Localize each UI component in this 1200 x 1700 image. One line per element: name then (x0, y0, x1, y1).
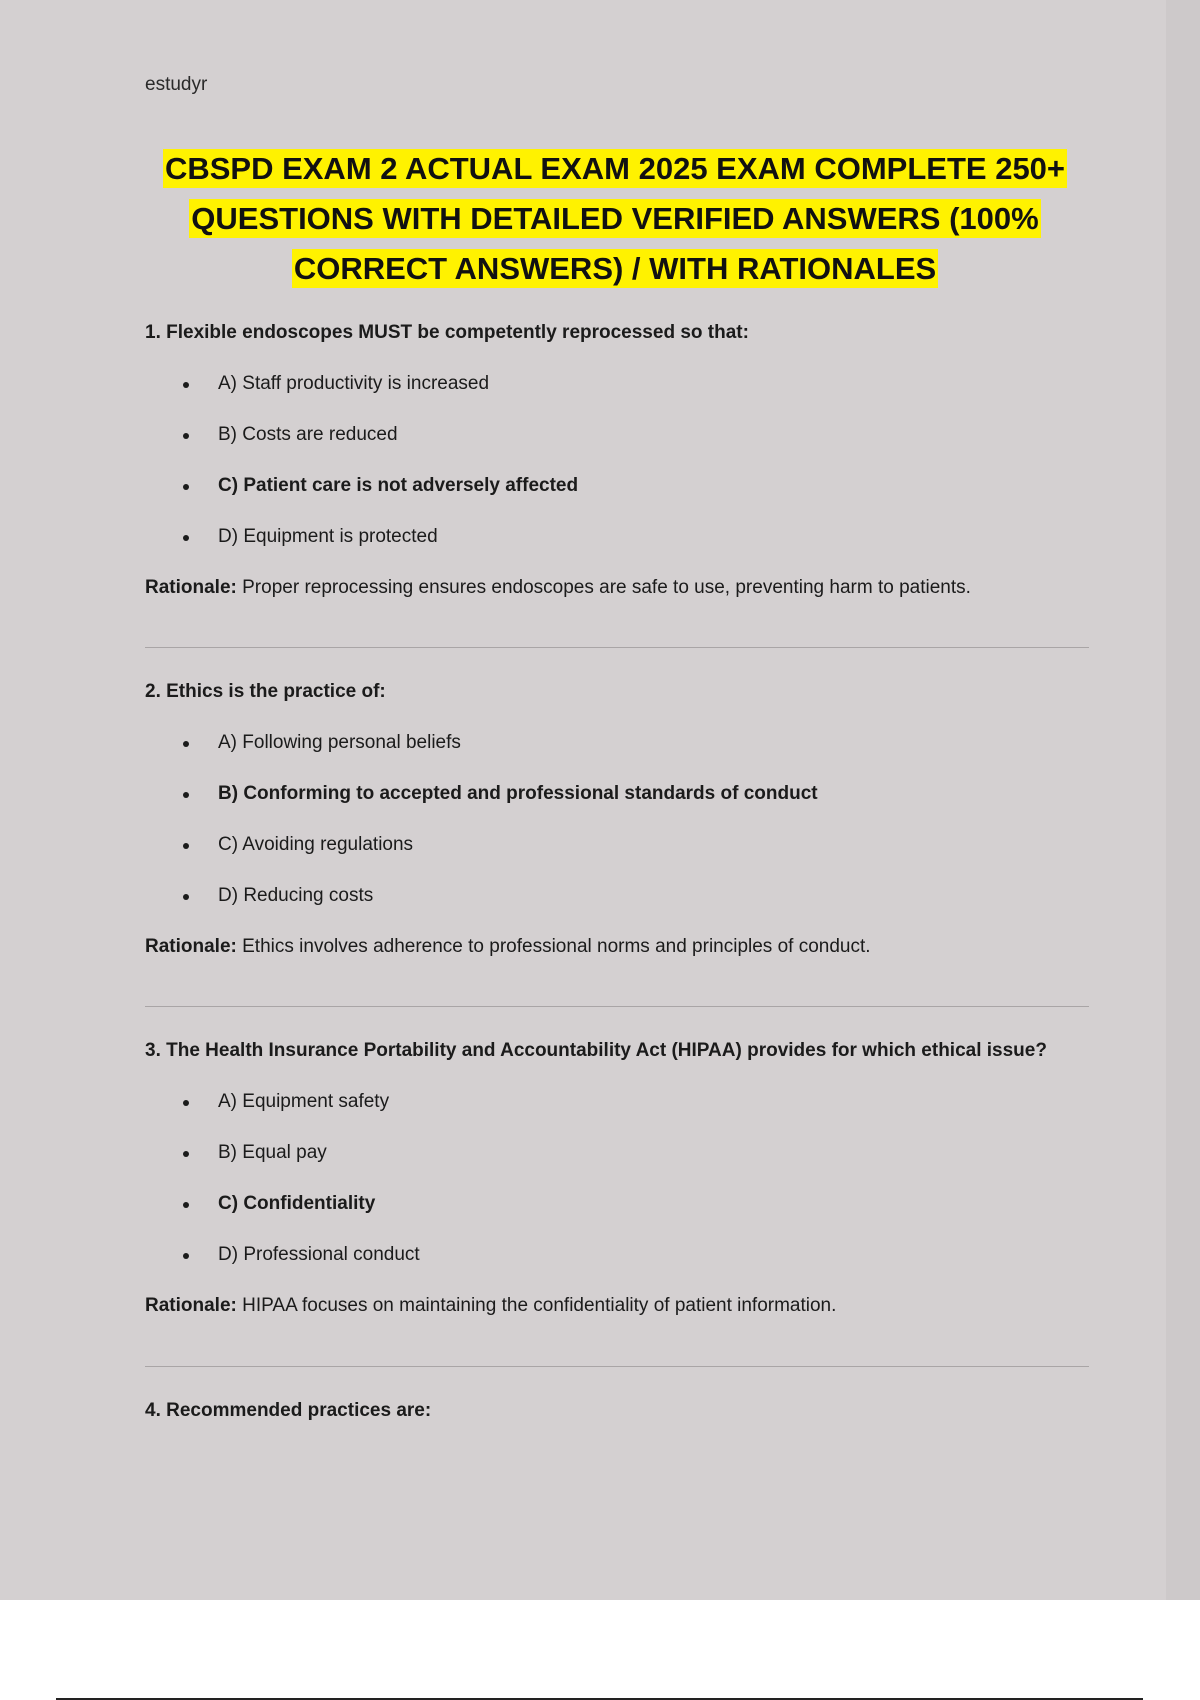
option-list (145, 1089, 1095, 1268)
option-label: B) Conforming to accepted and professional standards of conduct (218, 783, 818, 804)
section-divider (145, 1366, 1089, 1367)
option-label: B) Costs are reduced (218, 424, 398, 445)
option-d (145, 1242, 1095, 1268)
question-1 (145, 320, 1095, 601)
section-divider (145, 1006, 1089, 1007)
page-edge-shade (1166, 0, 1200, 1600)
option-label: A) Following personal beliefs (218, 732, 461, 753)
option-a (145, 371, 1095, 397)
bullet-icon (183, 433, 189, 439)
bullet-icon (183, 535, 189, 541)
bullet-icon (183, 484, 189, 490)
option-list (145, 730, 1095, 909)
option-label: C) Confidentiality (218, 1193, 376, 1214)
title-line-2: QUESTIONS WITH DETAILED VERIFIED ANSWERS (100% (191, 201, 1039, 236)
option-label: B) Equal pay (218, 1142, 327, 1163)
question-text: 2. Ethics is the practice of: (145, 681, 386, 702)
rationale (145, 1293, 1095, 1319)
rationale-text: Ethics involves adherence to professional norms and principles of conduct. (236, 936, 871, 957)
option-d (145, 524, 1095, 550)
question-text: 4. Recommended practices are: (145, 1400, 432, 1421)
title-line-1: CBSPD EXAM 2 ACTUAL EXAM 2025 EXAM COMPLETE 250+ (164, 151, 1066, 186)
rationale-text: HIPAA focuses on maintaining the confidentiality of patient information. (236, 1295, 837, 1316)
option-label: D) Professional conduct (218, 1244, 420, 1265)
bullet-icon (183, 382, 189, 388)
option-b (145, 422, 1095, 448)
rationale-text: Proper reprocessing ensures endoscopes are safe to use, preventing harm to patients. (236, 577, 971, 598)
rationale-label: Rationale: (145, 936, 237, 957)
question-text: 3. The Health Insurance Portability and Accountability Act (HIPAA) provides for which ethical issue? (145, 1040, 1047, 1061)
option-list (145, 371, 1095, 550)
document-title (140, 144, 1090, 294)
section-divider (145, 647, 1089, 648)
question-4 (145, 1398, 1095, 1424)
bullet-icon (183, 741, 189, 747)
rationale-label: Rationale: (145, 1295, 237, 1316)
bullet-icon (183, 894, 189, 900)
rationale-label: Rationale: (145, 577, 237, 598)
option-label: A) Equipment safety (218, 1091, 390, 1112)
option-b (145, 1140, 1095, 1166)
option-a (145, 730, 1095, 756)
option-label: D) Equipment is protected (218, 526, 438, 547)
question-3 (145, 1038, 1095, 1319)
bullet-icon (183, 1151, 189, 1157)
title-line-3: CORRECT ANSWERS) / WITH RATIONALES (293, 251, 937, 286)
option-d (145, 883, 1095, 909)
bullet-icon (183, 1100, 189, 1106)
rationale (145, 575, 1095, 601)
header-label: estudyr (145, 74, 208, 95)
option-b-correct (145, 781, 1095, 807)
option-c-correct (145, 1191, 1095, 1217)
option-label: A) Staff productivity is increased (218, 373, 490, 394)
bullet-icon (183, 1202, 189, 1208)
bullet-icon (183, 1253, 189, 1259)
option-label: D) Reducing costs (218, 885, 374, 906)
question-text: 1. Flexible endoscopes MUST be competently reprocessed so that: (145, 322, 749, 343)
rationale (145, 934, 1095, 960)
option-c-correct (145, 473, 1095, 499)
bullet-icon (183, 843, 189, 849)
question-2 (145, 679, 1095, 960)
option-c (145, 832, 1095, 858)
bullet-icon (183, 792, 189, 798)
option-label: C) Avoiding regulations (218, 834, 414, 855)
option-label: C) Patient care is not adversely affected (218, 475, 579, 496)
option-a (145, 1089, 1095, 1115)
